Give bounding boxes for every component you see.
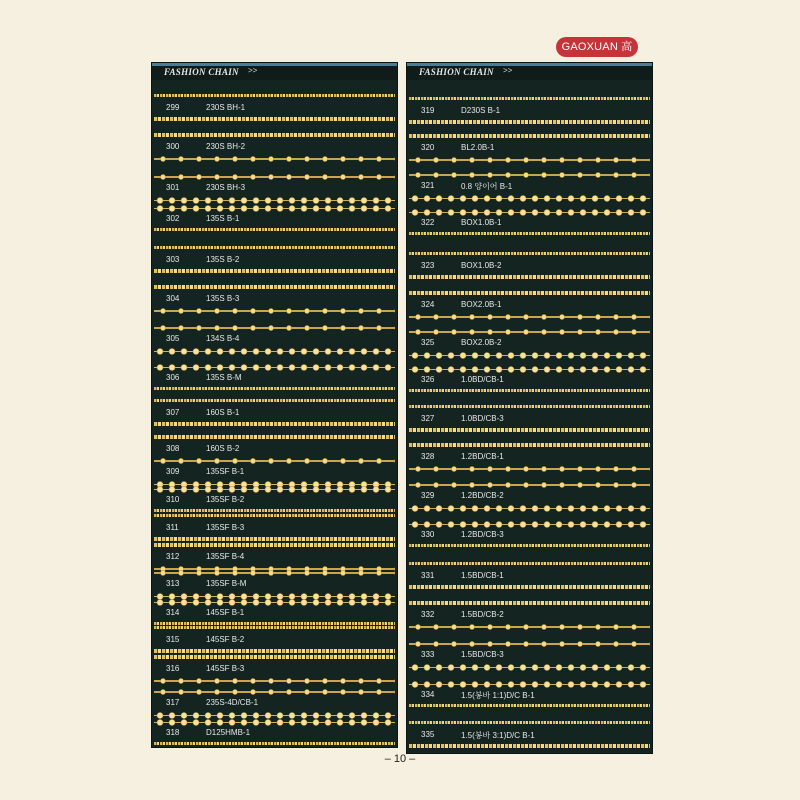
chain-strand-image	[154, 435, 395, 439]
chain-strand-image	[409, 664, 650, 671]
panel-header-title: FASHION CHAIN	[164, 67, 239, 77]
item-code: 1.2BD/CB-1	[461, 452, 504, 461]
item-code: 1.2BD/CB-2	[461, 491, 504, 500]
item-number: 319	[421, 106, 435, 115]
item-number: 335	[421, 730, 435, 739]
chain-strand-image	[409, 366, 650, 373]
chain-strand-image	[154, 325, 395, 331]
brand-badge: GAOXUAN 高	[556, 37, 638, 57]
item-number: 324	[421, 300, 435, 309]
chain-strand-image	[409, 544, 650, 547]
chain-strand-image	[409, 209, 650, 216]
item-code: 135SF B-4	[206, 552, 245, 561]
item-number: 299	[166, 103, 180, 112]
item-code: 0.8 양이어 B-1	[461, 182, 513, 191]
chain-strand-image	[154, 205, 395, 212]
item-code: 135SF B-1	[206, 467, 245, 476]
item-number: 306	[166, 373, 180, 382]
chain-item	[152, 495, 397, 515]
item-number: 333	[421, 650, 435, 659]
item-number: 312	[166, 552, 180, 561]
chain-item	[407, 375, 652, 395]
chain-strand-image	[154, 348, 395, 355]
chain-strand-image	[154, 649, 395, 653]
item-number: 308	[166, 444, 180, 453]
item-code: BOX1.0B-2	[461, 261, 502, 270]
item-code: 1.5(봉바 1:1)D/C B-1	[461, 691, 535, 700]
chain-item	[152, 214, 397, 234]
item-number: 327	[421, 414, 435, 423]
item-number: 320	[421, 143, 435, 152]
item-number: 304	[166, 294, 180, 303]
item-code: 134S B-4	[206, 334, 240, 343]
double-chevron-icon: >>	[248, 66, 258, 75]
chain-strand-image	[154, 197, 395, 204]
panel-header	[407, 63, 652, 80]
item-code: 1.5BD/CB-3	[461, 650, 504, 659]
chain-strand-image	[409, 157, 650, 163]
chain-strand-image	[409, 97, 650, 100]
chain-strand-image	[409, 405, 650, 408]
item-code: 135S B-3	[206, 294, 240, 303]
item-number: 326	[421, 375, 435, 384]
item-code: 160S B-2	[206, 444, 240, 453]
chain-strand-image	[154, 269, 395, 273]
page-number: – 10 –	[384, 753, 416, 765]
item-number: 316	[166, 664, 180, 673]
item-code: 135S B-2	[206, 255, 240, 264]
chain-strand-image	[154, 458, 395, 464]
chain-strand-image	[409, 120, 650, 124]
chain-strand-image	[154, 678, 395, 684]
item-code: D125HMB-1	[206, 728, 251, 737]
item-number: 331	[421, 571, 435, 580]
chain-strand-image	[154, 742, 395, 745]
panel-header-title: FASHION CHAIN	[419, 67, 494, 77]
chain-strand-image	[409, 704, 650, 707]
item-code: 135SF B-2	[206, 495, 245, 504]
item-number: 309	[166, 467, 180, 476]
chain-strand-image	[409, 505, 650, 512]
item-number: 313	[166, 579, 180, 588]
item-number: 330	[421, 530, 435, 539]
chain-strand-image	[154, 387, 395, 390]
item-number: 302	[166, 214, 180, 223]
item-code: 230S BH-2	[206, 142, 246, 151]
chain-strand-image	[409, 352, 650, 359]
item-number: 301	[166, 183, 180, 192]
item-code: 145SF B-1	[206, 608, 245, 617]
item-number: 334	[421, 690, 435, 699]
item-code: 230S BH-3	[206, 183, 246, 192]
chain-strand-image	[409, 232, 650, 235]
chain-strand-image	[154, 308, 395, 314]
chain-strand-image	[409, 291, 650, 295]
chain-strand-image	[154, 570, 395, 576]
item-code: 145SF B-3	[206, 664, 245, 673]
item-number: 314	[166, 608, 180, 617]
chain-strand-image	[154, 599, 395, 606]
chain-strand-image	[409, 252, 650, 255]
item-code: 1.5BD/CB-1	[461, 571, 504, 580]
chain-strand-image	[154, 537, 395, 541]
chain-item	[152, 373, 397, 393]
item-code: 135SF B-3	[206, 523, 245, 532]
chain-item	[407, 530, 652, 550]
chain-strand-image	[409, 624, 650, 630]
chain-strand-image	[409, 562, 650, 565]
chain-strand-image	[154, 689, 395, 695]
chain-strand-image	[409, 195, 650, 202]
chain-strand-image	[409, 428, 650, 432]
item-number: 305	[166, 334, 180, 343]
chain-strand-image	[154, 626, 395, 629]
chain-strand-image	[409, 314, 650, 320]
chain-strand-image	[154, 622, 395, 625]
chain-strand-image	[409, 329, 650, 335]
fashion-chain-panel-left	[151, 62, 398, 748]
item-code: D230S B-1	[461, 106, 501, 115]
item-number: 311	[166, 523, 179, 532]
chain-strand-image	[154, 228, 395, 231]
item-code: BL2.0B-1	[461, 143, 495, 152]
item-code: BOX2.0B-1	[461, 300, 502, 309]
item-code: 1.2BD/CB-3	[461, 530, 504, 539]
chain-strand-image	[409, 681, 650, 688]
item-code: 1.0BD/CB-1	[461, 375, 504, 384]
chain-strand-image	[409, 389, 650, 392]
item-code: 1.5(봉바 3:1)D/C B-1	[461, 731, 535, 740]
item-number: 321	[421, 181, 435, 190]
item-number: 328	[421, 452, 435, 461]
chain-strand-image	[154, 285, 395, 289]
chain-strand-image	[154, 133, 395, 137]
item-number: 300	[166, 142, 180, 151]
item-number: 317	[166, 698, 180, 707]
chain-strand-image	[409, 275, 650, 279]
chain-strand-image	[154, 174, 395, 180]
chain-strand-image	[409, 466, 650, 472]
chain-strand-image	[154, 719, 395, 726]
chain-strand-image	[154, 399, 395, 402]
chain-strand-image	[409, 601, 650, 605]
chain-strand-image	[409, 172, 650, 178]
chain-strand-image	[154, 712, 395, 719]
item-number: 315	[166, 635, 180, 644]
chain-strand-image	[154, 509, 395, 512]
item-code: 135S B-1	[206, 214, 240, 223]
item-number: 329	[421, 491, 435, 500]
chain-strand-image	[154, 117, 395, 121]
chain-strand-image	[154, 246, 395, 249]
chain-strand-image	[409, 482, 650, 488]
chain-strand-image	[409, 641, 650, 647]
chain-strand-image	[154, 94, 395, 97]
item-code: 145SF B-2	[206, 635, 245, 644]
chain-strand-image	[409, 521, 650, 528]
chain-strand-image	[409, 721, 650, 724]
item-code: 1.0BD/CB-3	[461, 414, 504, 423]
item-number: 323	[421, 261, 435, 270]
item-code: 160S B-1	[206, 408, 240, 417]
item-number: 310	[166, 495, 180, 504]
chain-strand-image	[409, 443, 650, 447]
chain-strand-image	[154, 364, 395, 371]
item-number: 303	[166, 255, 180, 264]
item-code: 135S B-M	[206, 373, 242, 382]
item-code: 135SF B-M	[206, 579, 247, 588]
item-number: 322	[421, 218, 435, 227]
chain-strand-image	[154, 422, 395, 426]
chain-strand-image	[409, 134, 650, 138]
item-number: 325	[421, 338, 435, 347]
chain-strand-image	[409, 744, 650, 748]
chain-strand-image	[154, 514, 395, 517]
item-code: BOX2.0B-2	[461, 338, 502, 347]
chain-strand-image	[154, 543, 395, 547]
item-number: 332	[421, 610, 435, 619]
panel-header	[152, 63, 397, 80]
chain-strand-image	[154, 486, 395, 493]
double-chevron-icon: >>	[503, 66, 513, 75]
item-number: 307	[166, 408, 180, 417]
item-code: 235S-4D/CB-1	[206, 698, 259, 707]
chain-strand-image	[154, 156, 395, 162]
item-number: 318	[166, 728, 180, 737]
item-code: 230S BH-1	[206, 103, 246, 112]
chain-item	[152, 608, 397, 628]
fashion-chain-panel-right	[406, 62, 653, 754]
chain-strand-image	[409, 585, 650, 589]
chain-item	[407, 690, 652, 710]
chain-strand-image	[154, 655, 395, 659]
chain-item	[407, 218, 652, 238]
item-code: 1.5BD/CB-2	[461, 610, 504, 619]
chain-item	[152, 728, 397, 748]
item-code: BOX1.0B-1	[461, 218, 502, 227]
